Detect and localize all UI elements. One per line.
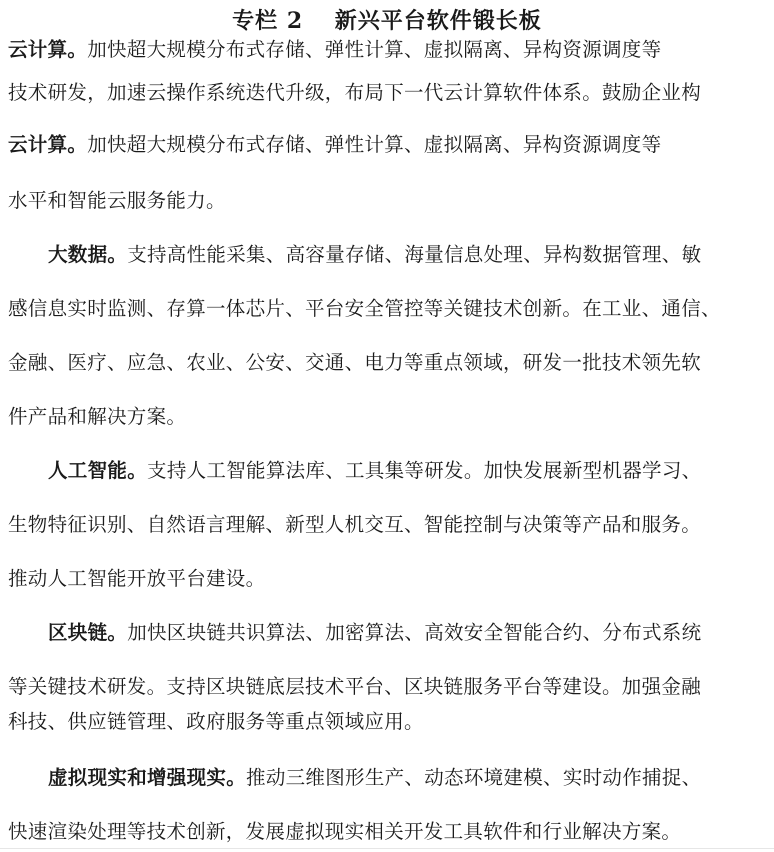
paragraph-line	[8, 350, 770, 376]
paragraph-line	[48, 765, 770, 791]
section-term-vr-ar: 虚拟现实和增强现实。	[48, 766, 247, 789]
column-title: 专栏 2 新兴平台软件锻长板	[232, 8, 542, 34]
section-term-ai: 人工智能。	[48, 459, 148, 482]
paragraph-line	[8, 566, 770, 592]
paragraph-line	[8, 80, 770, 106]
line-text: 加快超大规模分布式存储、弹性计算、虚拟隔离、异构资源调度等	[87, 38, 662, 61]
line-text: 生物特征识别、自然语言理解、新型人机交互、智能控制与决策等产品和服务。	[8, 513, 702, 536]
paragraph-line	[8, 37, 770, 63]
paragraph-line	[48, 458, 770, 484]
line-text: 等关键技术研发。支持区块链底层技术平台、区块链服务平台等建设。加强金融	[8, 675, 702, 698]
bottom-divider	[0, 848, 774, 849]
line-text: 支持高性能采集、高容量存储、海量信息处理、异构数据管理、敏	[127, 243, 702, 266]
paragraph-line	[48, 620, 770, 646]
paragraph-line	[8, 132, 770, 158]
line-text: 感信息实时监测、存算一体芯片、平台安全管控等关键技术创新。在工业、通信、	[8, 297, 721, 320]
paragraph-line	[8, 404, 770, 430]
line-text: 技术研发，加速云操作系统迭代升级，布局下一代云计算软件体系。鼓励企业构	[8, 81, 702, 104]
line-text: 支持人工智能算法库、工具集等研发。加快发展新型机器学习、	[147, 459, 702, 482]
paragraph-line	[8, 674, 770, 700]
paragraph-line	[8, 819, 770, 845]
line-text: 水平和智能云服务能力。	[8, 189, 226, 212]
line-text: 推动三维图形生产、动态环境建模、实时动作捕捉、	[246, 766, 702, 789]
line-text: 加快超大规模分布式存储、弹性计算、虚拟隔离、异构资源调度等	[87, 133, 662, 156]
section-term-blockchain: 区块链。	[48, 621, 128, 644]
line-text: 金融、医疗、应急、农业、公安、交通、电力等重点领域，研发一批技术领先软	[8, 351, 702, 374]
line-text: 快速渲染处理等技术创新，发展虚拟现实相关开发工具软件和行业解决方案。	[8, 820, 682, 843]
section-term-big-data: 大数据。	[48, 243, 128, 266]
paragraph-line	[8, 709, 770, 735]
section-term-cloud-repeat: 云计算。	[8, 133, 88, 156]
line-text: 科技、供应链管理、政府服务等重点领域应用。	[8, 710, 424, 733]
paragraph-line	[8, 512, 770, 538]
paragraph-line	[48, 242, 770, 268]
section-term-cloud: 云计算。	[8, 38, 88, 61]
line-text: 推动人工智能开放平台建设。	[8, 567, 266, 590]
paragraph-line	[8, 188, 770, 214]
line-text: 加快区块链共识算法、加密算法、高效安全智能合约、分布式系统	[127, 621, 702, 644]
line-text: 件产品和解决方案。	[8, 405, 187, 428]
paragraph-line	[8, 296, 770, 322]
